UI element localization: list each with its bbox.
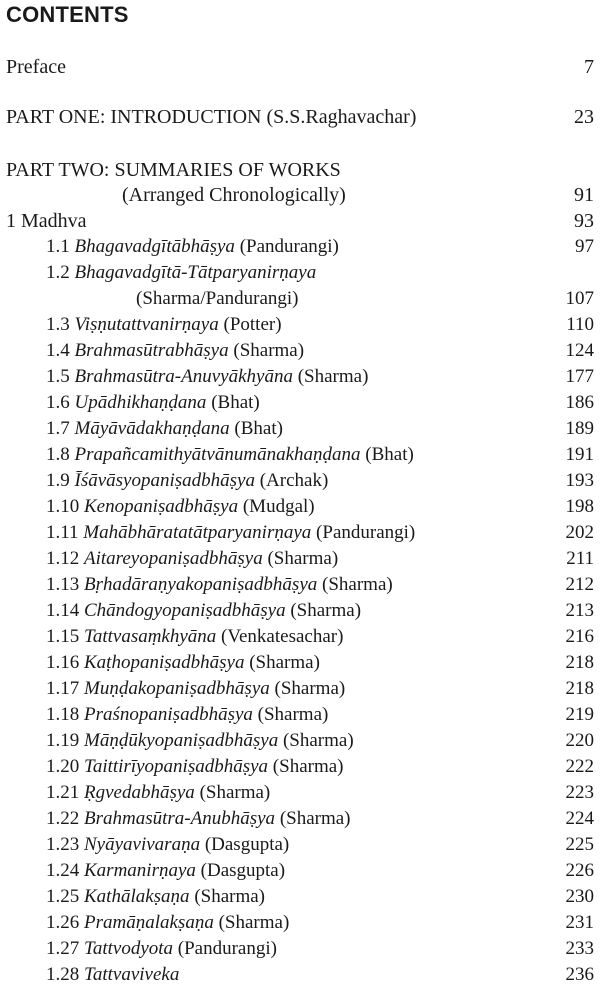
- toc-entry[interactable]: [0, 520, 600, 546]
- toc-entry-number: 1.15: [46, 626, 80, 647]
- toc-entry-text: [46, 806, 351, 832]
- toc-entry-text: [46, 702, 328, 728]
- toc-entry-title: PART ONE: INTRODUCTION (S.S.Raghavachar): [6, 106, 417, 128]
- toc-entry-author: (Venkatesachar): [221, 626, 344, 647]
- toc-entry[interactable]: [0, 390, 600, 416]
- page-title: CONTENTS: [6, 2, 129, 27]
- toc-entry-author: (Sharma): [199, 782, 271, 803]
- toc-entry-author: (Sharma): [257, 704, 329, 725]
- toc-page-number: 222: [565, 756, 594, 777]
- toc-entry-text: [46, 598, 361, 624]
- toc-page-number: 211: [566, 548, 594, 569]
- toc-entry-number: 1.12: [46, 548, 80, 569]
- toc-entry-text: [46, 728, 354, 754]
- toc-page-number: 93: [574, 210, 594, 232]
- toc-entry[interactable]: [0, 910, 600, 936]
- toc-entry[interactable]: [0, 338, 600, 364]
- toc-entry-text: [46, 546, 338, 572]
- toc-entry-number: 1.2: [46, 262, 70, 283]
- toc-entry[interactable]: [0, 416, 600, 442]
- toc-entry-author: (Dasgupta): [200, 860, 286, 881]
- toc-entry-title: Viṣṇutattvanirṇaya: [74, 314, 219, 335]
- toc-entry-author: (Sharma): [233, 340, 305, 361]
- toc-entry-number: 1.24: [46, 860, 80, 881]
- toc-entry-author: (Mudgal): [242, 496, 315, 517]
- toc-entry[interactable]: [0, 624, 600, 650]
- toc-entry-text: [46, 624, 343, 650]
- toc-entry-number: 1.3: [46, 314, 70, 335]
- toc-page-number: 220: [565, 730, 594, 751]
- toc-entry-title: Brahmasūtrabhāṣya: [74, 340, 229, 361]
- toc-entry[interactable]: [0, 858, 600, 884]
- toc-entry-author: (Sharma): [279, 808, 351, 829]
- toc-entry-title: Bhagavadgītābhāṣya: [74, 236, 235, 257]
- toc-entry-author: (Sharma): [249, 652, 320, 673]
- toc-entry-title: Kaṭhopaniṣadbhāṣya: [84, 652, 245, 673]
- toc-entry-text: [46, 858, 285, 884]
- toc-entry-text: [136, 286, 299, 312]
- toc-page-number: 225: [565, 834, 594, 855]
- toc-entry-number: 1.1: [46, 236, 70, 257]
- toc-entry-author: (Sharma): [322, 574, 393, 595]
- toc-entry-number: 1.9: [46, 470, 70, 491]
- toc-entry[interactable]: [0, 962, 600, 988]
- toc-entry[interactable]: [0, 598, 600, 624]
- toc-page-number: 91: [574, 184, 594, 206]
- toc-entry-number: 1.26: [46, 912, 80, 933]
- toc-page-number: 198: [565, 496, 594, 517]
- toc-entry-number: 1.22: [46, 808, 80, 829]
- toc-entry-title: Kathālakṣaṇa: [84, 886, 190, 907]
- toc-entry-title: Prapañcamithyātvānumānakhaṇḍana: [74, 444, 361, 465]
- toc-entry[interactable]: [0, 676, 600, 702]
- toc-entry-number: 1.17: [46, 678, 80, 699]
- toc-entry-title: Kenopaniṣadbhāṣya: [84, 496, 239, 517]
- toc-entry-author: (Dasgupta): [204, 834, 290, 855]
- toc-entry-number: 1.7: [46, 418, 70, 439]
- toc-entry-number: 1.13: [46, 574, 80, 595]
- toc-entry-title: Nyāyavivaraṇa: [84, 834, 201, 855]
- toc-page-number: 231: [565, 912, 594, 933]
- toc-entry-author: (Archak): [259, 470, 329, 491]
- toc-entry-title: Karmanirṇaya: [84, 860, 196, 881]
- toc-entry[interactable]: [0, 312, 600, 338]
- toc-entry[interactable]: [0, 494, 600, 520]
- toc-entry-author: (Sharma/Pandurangi): [136, 288, 299, 309]
- toc-page-number: 233: [565, 938, 594, 959]
- toc-entry[interactable]: [0, 546, 600, 572]
- toc-entry-author: (Potter): [223, 314, 282, 335]
- toc-entry-number: 1.18: [46, 704, 80, 725]
- toc-page-number: 191: [565, 444, 594, 465]
- toc-entry[interactable]: [0, 754, 600, 780]
- toc-entry-title: Brahmasūtra-Anuvyākhyāna: [74, 366, 293, 387]
- toc-entry-number: 1.27: [46, 938, 80, 959]
- toc-entry-text: [46, 962, 179, 988]
- toc-entry-number: 1.28: [46, 964, 80, 985]
- toc-entry[interactable]: [0, 702, 600, 728]
- toc-page-number: 218: [565, 652, 594, 673]
- toc-page-number: 213: [565, 600, 594, 621]
- toc-entry-text: [46, 754, 344, 780]
- toc-entry[interactable]: [0, 780, 600, 806]
- toc-page-number: 226: [565, 860, 594, 881]
- toc-entry-author: (Pandurangi): [177, 938, 277, 959]
- toc-entry-text: [46, 338, 304, 364]
- toc-entry-text: [46, 676, 345, 702]
- toc-page-number: 107: [565, 288, 594, 309]
- toc-page-number: 236: [565, 964, 594, 985]
- toc-entry-text: [46, 910, 289, 936]
- toc-entry-author: (Bhat): [211, 392, 260, 413]
- toc-entry-title: PART TWO: SUMMARIES OF WORKS: [6, 159, 341, 181]
- toc-page-number: 230: [565, 886, 594, 907]
- toc-entry-text: [46, 312, 282, 338]
- toc-page-number: 212: [565, 574, 594, 595]
- toc-entry-number: 1.19: [46, 730, 80, 751]
- toc-entry-author: (Sharma): [290, 600, 362, 621]
- toc-entry[interactable]: [0, 286, 600, 312]
- toc-entry-text: [46, 260, 316, 286]
- toc-entry-number: 1.4: [46, 340, 70, 361]
- toc-page-number: 219: [565, 704, 594, 725]
- toc-line-chapter-madhva[interactable]: [0, 208, 600, 234]
- toc-entry-author: (Bhat): [365, 444, 414, 465]
- toc-entry-text: [46, 650, 320, 676]
- toc-entry-title: Chāndogyopaniṣadbhāṣya: [84, 600, 286, 621]
- toc-entry-number: 1.23: [46, 834, 80, 855]
- toc-entry[interactable]: [0, 572, 600, 598]
- toc-entry-number: 1.10: [46, 496, 80, 517]
- toc-entry-title: Preface: [6, 56, 66, 78]
- toc-entry[interactable]: [0, 832, 600, 858]
- toc-entry-number: 1.11: [46, 522, 79, 543]
- toc-entry-title: Taittirīyopaniṣadbhāṣya: [84, 756, 269, 777]
- toc-entry-title: Bṛhadāraṇyakopaniṣadbhāṣya: [84, 574, 318, 595]
- toc-entry-number: 1.6: [46, 392, 70, 413]
- toc-entry[interactable]: [0, 364, 600, 390]
- toc-entry[interactable]: [0, 442, 600, 468]
- toc-chapter-title: 1 Madhva: [6, 210, 87, 232]
- toc-entry-title: Pramāṇalakṣaṇa: [84, 912, 214, 933]
- toc-entry-title: Īśāvāsyopaniṣadbhāṣya: [74, 470, 255, 491]
- toc-entry-subtitle: (Arranged Chronologically): [122, 184, 346, 206]
- toc-entry-number: 1.5: [46, 366, 70, 387]
- toc-entry-title: Tattvasaṃkhyāna: [84, 626, 217, 647]
- toc-page-number: 193: [565, 470, 594, 491]
- toc-entry-text: [46, 416, 283, 442]
- toc-page-number: 189: [565, 418, 594, 439]
- toc-entry-title: Tattvodyota: [84, 938, 174, 959]
- toc-entry-number: 1.25: [46, 886, 80, 907]
- toc-page-number: 7: [584, 56, 594, 78]
- toc-entry-title: Tattvaviveka: [84, 964, 180, 985]
- toc-page-number: 224: [565, 808, 594, 829]
- toc-entry-text: [46, 390, 260, 416]
- toc-entry-number: 1.16: [46, 652, 80, 673]
- toc-entry-text: [46, 234, 339, 260]
- toc-entry-title: Muṇḍakopaniṣadbhāṣya: [84, 678, 270, 699]
- toc-page-number: 202: [565, 522, 594, 543]
- toc-entry[interactable]: [0, 234, 600, 260]
- toc-entry-text: [46, 468, 328, 494]
- toc-entry-author: (Sharma): [274, 678, 346, 699]
- toc-entry-author: (Bhat): [234, 418, 283, 439]
- toc-entry-title: Brahmasūtra-Anubhāṣya: [84, 808, 276, 829]
- toc-page-number: 186: [565, 392, 594, 413]
- toc-entry[interactable]: [0, 650, 600, 676]
- toc-entry-title: Mahābhāratatātparyanirṇaya: [83, 522, 312, 543]
- toc-page-number: 177: [565, 366, 594, 387]
- toc-entry-text: [46, 936, 277, 962]
- toc-entry-title: Māyāvādakhaṇḍana: [74, 418, 230, 439]
- toc-entry-title: Māṇḍūkyopaniṣadbhāṣya: [84, 730, 279, 751]
- toc-page-number: 216: [565, 626, 594, 647]
- toc-entry[interactable]: [0, 260, 600, 286]
- toc-entry-author: (Sharma): [194, 886, 266, 907]
- toc-entry-title: Bhagavadgītā-Tātparyanirṇaya: [74, 262, 317, 283]
- toc-line-part-one[interactable]: [0, 104, 600, 130]
- toc-line-part-two[interactable]: [0, 157, 600, 183]
- toc-entry-number: 1.21: [46, 782, 80, 803]
- toc-entry-text: [46, 884, 265, 910]
- toc-entry-author: (Sharma): [272, 756, 344, 777]
- toc-entry-number: 1.14: [46, 600, 80, 621]
- toc-entry-author: (Sharma): [297, 366, 369, 387]
- toc-entry[interactable]: [0, 936, 600, 962]
- toc-page-number: 110: [566, 314, 594, 335]
- toc-page-number: 124: [565, 340, 594, 361]
- toc-entry-title: Aitareyopaniṣadbhāṣya: [84, 548, 263, 569]
- toc-entry-author: (Pandurangi): [239, 236, 339, 257]
- toc-entry[interactable]: [0, 884, 600, 910]
- toc-entry-title: Ṛgvedabhāṣya: [84, 782, 195, 803]
- toc-entry-author: (Sharma): [218, 912, 290, 933]
- toc-entry-title: Upādhikhaṇḍana: [74, 392, 207, 413]
- toc-entry-text: [46, 494, 315, 520]
- toc-entry-author: (Sharma): [282, 730, 354, 751]
- toc-entry-number: 1.8: [46, 444, 70, 465]
- toc-entry-text: [46, 442, 414, 468]
- toc-entry-text: [46, 364, 368, 390]
- toc-entry-number: 1.20: [46, 756, 80, 777]
- toc-entry[interactable]: [0, 728, 600, 754]
- toc-entry-text: [46, 520, 415, 546]
- toc-entry-author: (Sharma): [267, 548, 339, 569]
- toc-entry-text: [46, 832, 289, 858]
- toc-entry-title: Praśnopaniṣadbhāṣya: [84, 704, 253, 725]
- toc-entry-text: [46, 572, 393, 598]
- toc-entry[interactable]: [0, 806, 600, 832]
- toc-page-number: 218: [565, 678, 594, 699]
- toc-entry[interactable]: [0, 468, 600, 494]
- toc-line-preface[interactable]: [0, 54, 600, 80]
- toc-page-number: 97: [575, 236, 594, 257]
- toc-page-number: 223: [565, 782, 594, 803]
- toc-entry-author: (Pandurangi): [316, 522, 416, 543]
- toc-line-part-two-sub[interactable]: [0, 182, 600, 208]
- toc-page-number: 23: [574, 106, 594, 128]
- toc-entry-text: [46, 780, 270, 806]
